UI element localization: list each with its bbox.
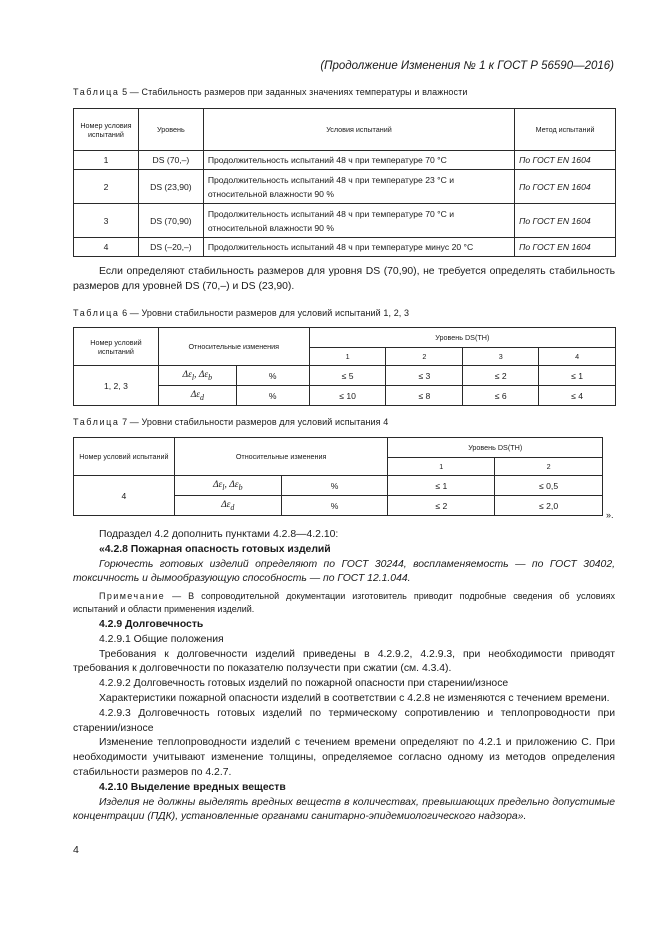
table-cell: % (281, 476, 388, 496)
note-block (73, 590, 615, 616)
symbol-cell: $\Delta\varepsilon_d$ (174, 496, 281, 516)
table-cell: ≤ 5 (309, 366, 386, 386)
table7-header-row (74, 438, 603, 458)
paragraph-flammability: Горючесть готовых изделий определяют по ГОСТ 30244, воспламеняемость — по ГОСТ 30402, токсичность и дымообразующую способность — по ГОСТ 12.1.044. (73, 558, 615, 585)
table-cell: ≤ 3 (386, 366, 463, 386)
table6-header-cell: Номер условий испытаний (74, 328, 159, 366)
table-cell: ≤ 8 (386, 386, 463, 406)
table5-caption-text: 5 — Стабильность размеров при заданных значениях температуры и влажности (119, 87, 468, 97)
table7-header-cell: Относительные изменения (174, 438, 388, 476)
body-text-2 (73, 618, 615, 825)
table-cell: ≤ 4 (539, 386, 616, 406)
amendment-intro: Подраздел 4.2 дополнить пунктами 4.2.8—4.2.10: (99, 529, 339, 540)
symbol-cell: $\Delta\varepsilon_d$ (158, 386, 236, 406)
table-cell: Продолжительность испытаний 48 ч при температуре 70 °С (203, 151, 514, 170)
table5-caption (73, 87, 467, 97)
table-cell: ≤ 0,5 (495, 476, 603, 496)
table-cell: 2 (74, 170, 139, 204)
closing-quote: ». (606, 510, 614, 520)
table7-level-cell: 1 (388, 458, 495, 476)
table-cell: ≤ 10 (309, 386, 386, 406)
symbol-cell: $\Delta\varepsilon_l$, $\Delta\varepsilon_b$ (158, 366, 236, 386)
table-cell: DS (70,–) (138, 151, 203, 170)
table-cell: По ГОСТ EN 1604 (515, 151, 616, 170)
table7-caption-text: 7 — Уровни стабильности размеров для условий испытания 4 (119, 417, 389, 427)
table-row (74, 366, 616, 386)
table-cell: DS (70,90) (138, 204, 203, 238)
table6-level-cell: 2 (386, 348, 463, 366)
table6-header-row (74, 328, 616, 348)
table-cell: % (236, 386, 309, 406)
section-heading-429: 4.2.9 Долговечность (99, 619, 204, 630)
table-cell: ≤ 1 (539, 366, 616, 386)
table7-caption-word: Таблица (73, 417, 120, 427)
table6-caption-text: 6 — Уровни стабильности размеров для условий испытаний 1, 2, 3 (119, 308, 410, 318)
table5-caption-word: Таблица (73, 87, 120, 97)
paragraph-requirements: Требования к долговечности изделий приведены в 4.2.9.2, 4.2.9.3, при необходимости приводят требования к долговечности по показателю ползучести при сжатии (см. 4.3.4). (73, 648, 615, 675)
table-cell: % (236, 366, 309, 386)
page-number: 4 (73, 844, 79, 856)
paragraph-stability-note: Если определяют стабильность размеров для уровня DS (70,90), не требуется определять стабильность размеров для уровней DS (70,–) и DS (23,90). (73, 266, 615, 292)
table7-header-cell: Номер условий испытаний (74, 438, 175, 476)
table6-caption-word: Таблица (73, 308, 120, 318)
table5-header-cell: Метод испытаний (515, 109, 616, 151)
table-cell: ≤ 1 (388, 476, 495, 496)
table-cell: ≤ 2 (463, 366, 539, 386)
table-cell: По ГОСТ EN 1604 (515, 170, 616, 204)
paragraph-thermal-change: Изменение теплопроводности изделий с течением времени определяют по 4.2.1 и приложению С. При необходимости учитывают изменение толщины, определяемое согласно одному из методов определения стабильности размеров по 4.2.7. (73, 737, 615, 778)
table6-header-cell: Относительные изменения (158, 328, 309, 366)
table-cell: По ГОСТ EN 1604 (515, 238, 616, 257)
table6-caption (73, 308, 409, 318)
table-cell: Продолжительность испытаний 48 ч при температуре минус 20 °С (203, 238, 514, 257)
section-heading-4210: 4.2.10 Выделение вредных веществ (99, 781, 286, 793)
table-cell: 1 (74, 151, 139, 170)
table-row (74, 151, 616, 170)
table5-header-cell: Условия испытаний (203, 109, 514, 151)
body-text (73, 528, 615, 587)
table-cell: % (281, 496, 388, 516)
table5-header-row (74, 109, 616, 151)
table7 (73, 437, 603, 516)
table-cell: DS (23,90) (138, 170, 203, 204)
subsection-4292: 4.2.9.2 Долговечность готовых изделий по пожарной опасности при старении/износе (99, 678, 509, 690)
page-header: (Продолжение Изменения № 1 к ГОСТ Р 56590—2016) (320, 60, 614, 72)
table5-header-cell: Уровень (138, 109, 203, 151)
table-cell: ≤ 2 (388, 496, 495, 516)
table7-header-cell: Уровень DS(TH) (388, 438, 603, 458)
table-cell: Продолжительность испытаний 48 ч при температуре 70 °С и относительной влажности 90 % (203, 204, 514, 238)
table-row (74, 476, 603, 496)
table6-header-cell: Уровень DS(TH) (309, 328, 615, 348)
paragraph-harmful-substances: Изделия не должны выделять вредных веществ в количествах, превышающих предельно допустимые концентрации (ПДК), установленные органами санитарно-эпидемиологического надзора». (73, 796, 615, 823)
table5-header-cell: Номер условия испытаний (74, 109, 139, 151)
table7-level-cell: 2 (495, 458, 603, 476)
table-cell: ≤ 2,0 (495, 496, 603, 516)
note-label: Примечание (99, 591, 166, 601)
table-cell: Продолжительность испытаний 48 ч при температуре 23 °С и относительной влажности 90 % (203, 170, 514, 204)
section-heading-428: «4.2.8 Пожарная опасность готовых изделий (99, 543, 331, 555)
table-cell: 3 (74, 204, 139, 238)
subsection-4293: 4.2.9.3 Долговечность готовых изделий по термическому сопротивлению и теплопроводности при старении/износе (73, 707, 615, 734)
table6-level-cell: 3 (463, 348, 539, 366)
subsection-4291: 4.2.9.1 Общие положения (99, 633, 224, 645)
table-cell: 1, 2, 3 (74, 366, 159, 406)
paragraph-fire-characteristics: Характеристики пожарной опасности изделий в соответствии с 4.2.8 не изменяются с течением времени. (99, 692, 610, 704)
table-row (74, 204, 616, 238)
table6 (73, 327, 616, 406)
table6-level-cell: 4 (539, 348, 616, 366)
table-cell: 4 (74, 238, 139, 257)
table-cell: DS (–20,–) (138, 238, 203, 257)
table5 (73, 108, 616, 257)
table-row (74, 238, 616, 257)
table7-caption (73, 417, 388, 427)
table6-level-cell: 1 (309, 348, 386, 366)
table-cell: ≤ 6 (463, 386, 539, 406)
symbol-cell: $\Delta\varepsilon_l$, $\Delta\varepsilon_b$ (174, 476, 281, 496)
table-row (74, 170, 616, 204)
table-cell: 4 (74, 476, 175, 516)
note-text: — В сопроводительной документации изготовитель приводит подробные сведения об условиях испытаний и области применения изделий. (73, 591, 615, 614)
table-cell: По ГОСТ EN 1604 (515, 204, 616, 238)
